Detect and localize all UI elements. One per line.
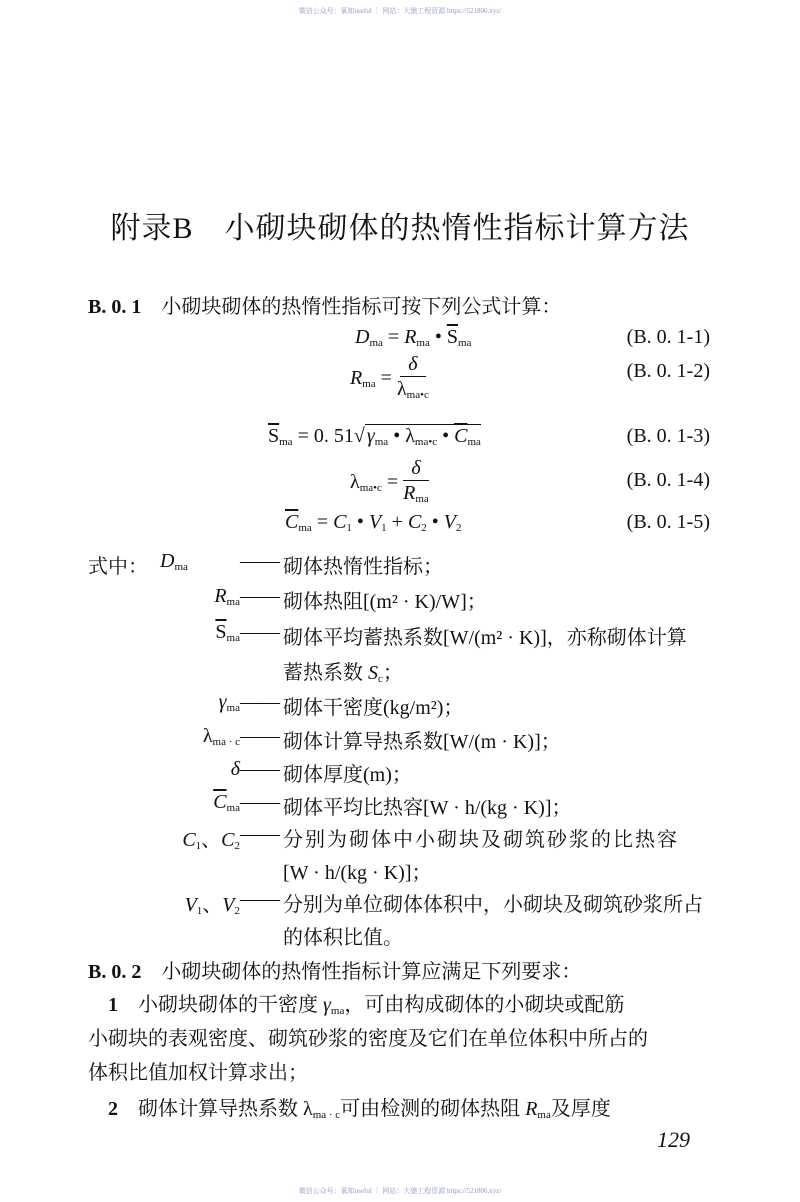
def-symbol-gamma: $\gamma_{ma}$ <box>218 691 240 714</box>
formula-b01-5: $\overline{C}_{ma} = C_1$ • $V_1 + C_2$ • $V_2$ <box>285 511 462 534</box>
def-symbol-v1-v2: $V_1$、$V_2$ <box>184 894 240 917</box>
def-text: 砌体平均蓄热系数[W/(m² · K)]，亦称砌体计算 <box>283 627 687 649</box>
formula-b01-3: $\overline{S}_{ma} = 0$. 51√ $\gamma_{ma}$ • $\lambda_{ma•c}$ • $\overline{C}_{ma}$ <box>268 425 481 448</box>
item-2-line: 2 砌体计算导热系数 $\lambda_{ma \cdot c}$可由检测的砌体热阻 $R_{ma}$及厚度 <box>108 1098 611 1121</box>
dash: —— <box>240 550 280 572</box>
formula-label: (B. 0. 1-3) <box>626 425 710 447</box>
def-text: [W · h/(kg · K)]； <box>283 862 432 884</box>
def-symbol-r: $R_{ma}$ <box>214 585 240 608</box>
def-text: 分别为单位砌体体积中，小砌块及砌筑砂浆所占 <box>283 894 703 916</box>
def-text: 砌体平均比热容[W · h/(kg · K)]； <box>283 797 572 819</box>
formula-label: (B. 0. 1-4) <box>626 469 710 491</box>
dash: —— <box>240 823 280 845</box>
def-text: 砌体热阻[(m² · K)/W]； <box>283 591 487 613</box>
def-text: 砌体计算导热系数[W/(m · K)]； <box>283 731 561 753</box>
clause-number: B. 0. 1 <box>88 296 142 318</box>
dash: —— <box>240 585 280 607</box>
def-text: 砌体干密度(kg/m²)； <box>283 697 464 719</box>
clause-b01 <box>88 290 561 319</box>
def-symbol-delta: δ <box>230 758 240 780</box>
def-symbol-c1-c2: $C_1$、$C_2$ <box>182 829 240 852</box>
clause-text: 小砌块砌体的热惰性指标可按下列公式计算： <box>161 296 562 318</box>
watermark-bottom: 微信公众号：氧知useful ｜ 网站：大猿工程资源 https://521806.xyz/ <box>298 1187 502 1195</box>
dash: —— <box>240 888 280 910</box>
formula-label: (B. 0. 1-2) <box>626 360 710 382</box>
formula-label: (B. 0. 1-1) <box>626 326 710 348</box>
dash: —— <box>240 791 280 813</box>
dash: —— <box>240 725 280 747</box>
def-text: 砌体厚度(m)； <box>283 764 412 786</box>
def-text: 分别为砌体中小砌块及砌筑砂浆的比热容 <box>283 829 679 851</box>
def-symbol-c: $\overline{C}_{ma}$ <box>213 791 240 814</box>
def-text: 蓄热系数 $S_c$； <box>283 662 403 685</box>
clause-number: B. 0. 2 <box>88 961 142 983</box>
clause-text: 小砌块砌体的热惰性指标计算应满足下列要求： <box>161 961 582 983</box>
formula-b01-1: $D_{ma} = R_{ma}$ • $\overline{S}_{ma}$ <box>355 326 472 349</box>
item-1-text: 体积比值加权计算求出； <box>88 1062 308 1084</box>
def-text: 砌体热惰性指标； <box>283 556 443 578</box>
page-number: 129 <box>657 1127 690 1152</box>
item-1-text: 小砌块的表观密度、砌筑砂浆的密度及它们在单位体积中所占的 <box>88 1028 648 1050</box>
watermark-top: 微信公众号：氧知useful ｜ 网站：大猿工程资源 https://521806.xyz/ <box>298 7 502 15</box>
where-label: 式中： <box>88 556 148 578</box>
dash: —— <box>240 691 280 713</box>
def-symbol-s: $\overline{S}_{ma}$ <box>215 621 240 644</box>
def-symbol-lambda: $\lambda_{ma \cdot c}$ <box>202 725 240 748</box>
clause-b02 <box>88 955 581 984</box>
dash: —— <box>240 758 280 780</box>
item-1-line: 1 小砌块砌体的干密度 $\gamma_{ma}$，可由构成砌体的小砌块或配筋 <box>108 994 625 1017</box>
def-symbol-d: $D_{ma}$ <box>160 550 188 573</box>
formula-label: (B. 0. 1-5) <box>626 511 710 533</box>
formula-b01-4: $\lambda_{ma•c}$ = $\frac{\delta}{R_{ma}}$ <box>350 457 429 505</box>
page-title: 附录B 小砌块砌体的热惰性指标计算方法 <box>110 212 690 245</box>
dash: —— <box>240 621 280 643</box>
def-text: 的体积比值。 <box>283 927 403 949</box>
formula-b01-2: $R_{ma}$ = $\frac{\delta}{\lambda_{ma•c}}$ <box>350 353 429 401</box>
